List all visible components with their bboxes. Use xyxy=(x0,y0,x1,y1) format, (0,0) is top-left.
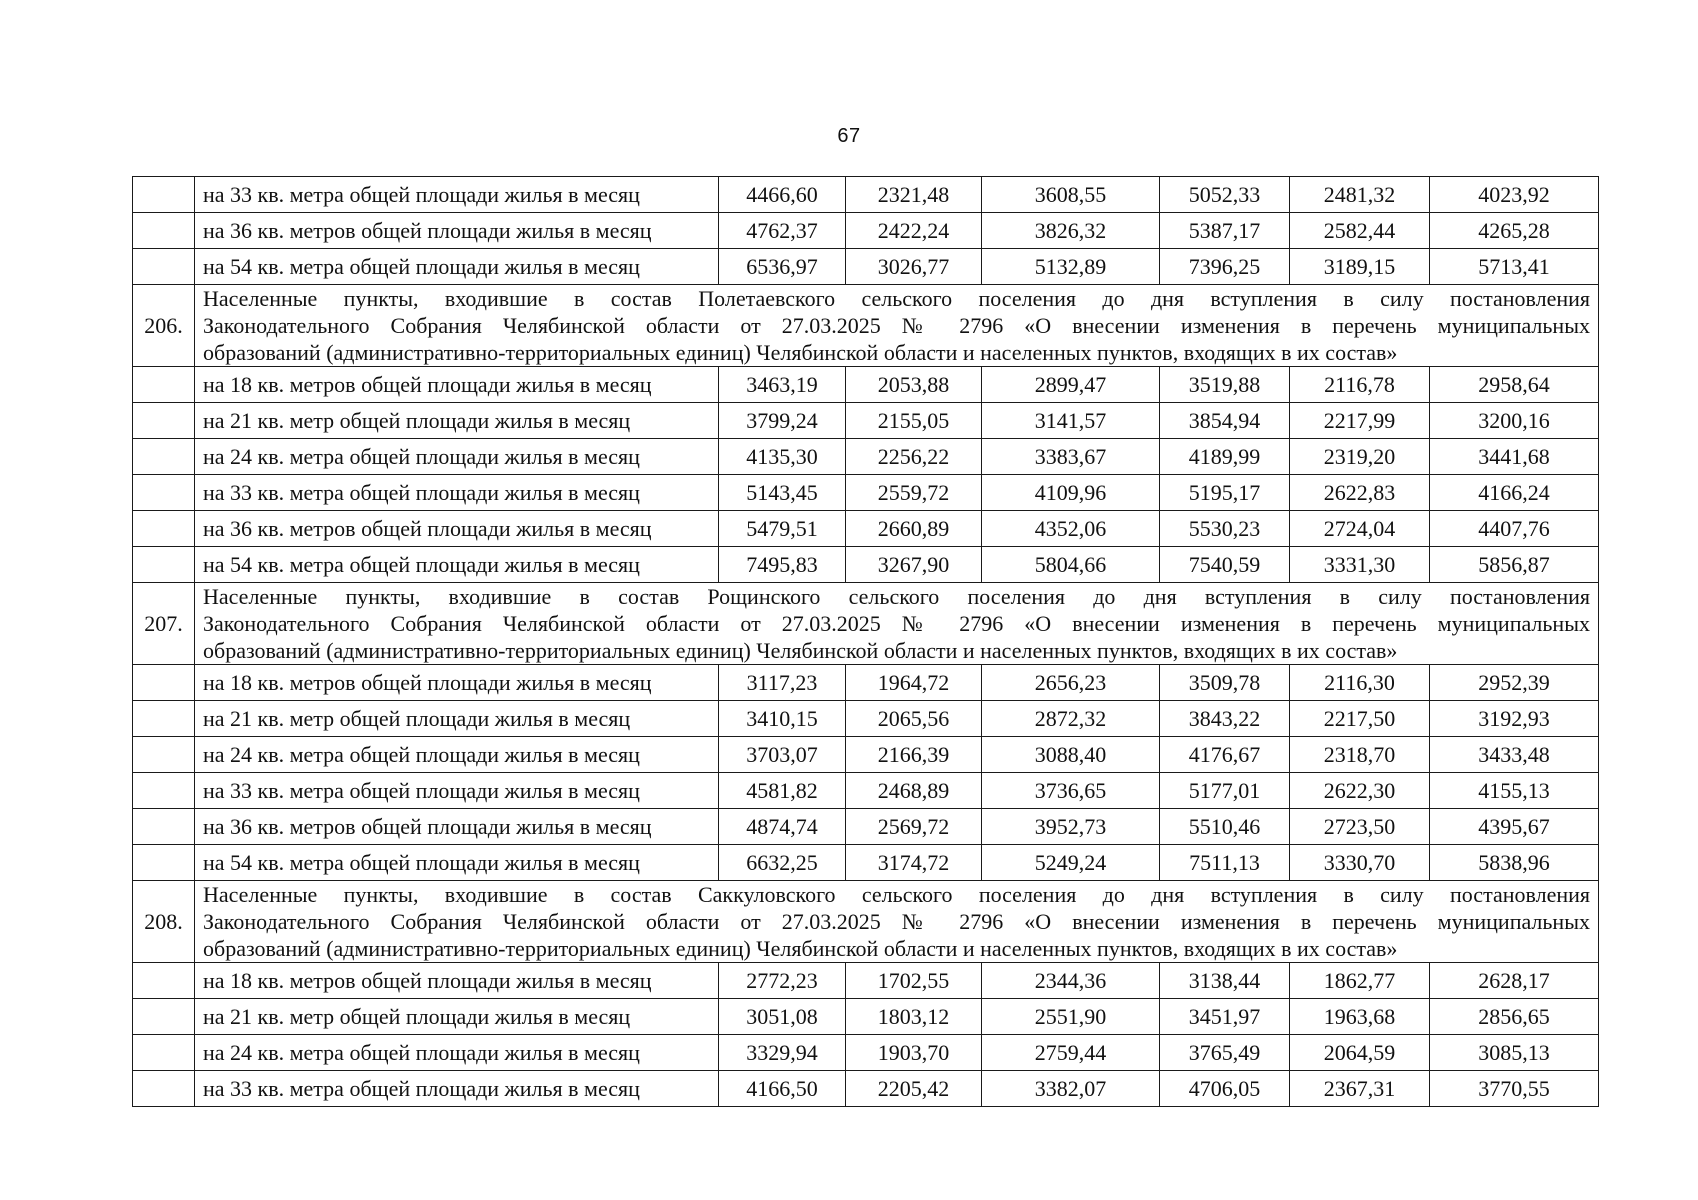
value-cell: 5177,01 xyxy=(1160,773,1290,809)
section-header-row xyxy=(133,285,1599,367)
row-label: на 36 кв. метров общей площади жилья в месяц xyxy=(195,809,719,845)
value-cell: 3192,93 xyxy=(1430,701,1599,737)
value-cell: 2656,23 xyxy=(982,665,1160,701)
row-label: на 24 кв. метра общей площади жилья в месяц xyxy=(195,1035,719,1071)
value-cell: 3174,72 xyxy=(846,845,982,881)
value-cell: 3383,67 xyxy=(982,439,1160,475)
value-cell: 1862,77 xyxy=(1290,963,1430,999)
value-cell: 3088,40 xyxy=(982,737,1160,773)
row-index-cell xyxy=(133,475,195,511)
value-cell: 3703,07 xyxy=(719,737,846,773)
tariff-table xyxy=(132,176,1599,1107)
value-cell: 2422,24 xyxy=(846,213,982,249)
value-cell: 4166,24 xyxy=(1430,475,1599,511)
value-cell: 2053,88 xyxy=(846,367,982,403)
value-cell: 7396,25 xyxy=(1160,249,1290,285)
row-label: на 18 кв. метров общей площади жилья в месяц xyxy=(195,665,719,701)
value-cell: 3736,65 xyxy=(982,773,1160,809)
row-index-cell xyxy=(133,213,195,249)
value-cell: 3117,23 xyxy=(719,665,846,701)
row-label: на 33 кв. метра общей площади жилья в месяц xyxy=(195,773,719,809)
value-cell: 5856,87 xyxy=(1430,547,1599,583)
value-cell: 4166,50 xyxy=(719,1071,846,1107)
table-row xyxy=(133,809,1599,845)
value-cell: 3085,13 xyxy=(1430,1035,1599,1071)
value-cell: 4874,74 xyxy=(719,809,846,845)
section-description-line: Законодательного Собрания Челябинской области от 27.03.2025 № 2796 «О внесении изменения в перечень муниципальных xyxy=(203,611,1590,636)
value-cell: 4265,28 xyxy=(1430,213,1599,249)
value-cell: 2628,17 xyxy=(1430,963,1599,999)
row-label: на 54 кв. метра общей площади жилья в месяц xyxy=(195,845,719,881)
table-row xyxy=(133,1035,1599,1071)
section-header-row xyxy=(133,583,1599,665)
row-index-cell xyxy=(133,1035,195,1071)
section-number: 206. xyxy=(133,285,195,367)
value-cell: 5132,89 xyxy=(982,249,1160,285)
value-cell: 3331,30 xyxy=(1290,547,1430,583)
table-row xyxy=(133,547,1599,583)
value-cell: 1964,72 xyxy=(846,665,982,701)
row-index-cell xyxy=(133,701,195,737)
value-cell: 5249,24 xyxy=(982,845,1160,881)
value-cell: 4155,13 xyxy=(1430,773,1599,809)
section-description xyxy=(195,881,1599,963)
value-cell: 2367,31 xyxy=(1290,1071,1430,1107)
value-cell: 2952,39 xyxy=(1430,665,1599,701)
value-cell: 3026,77 xyxy=(846,249,982,285)
row-index-cell xyxy=(133,367,195,403)
row-index-cell xyxy=(133,1071,195,1107)
value-cell: 2065,56 xyxy=(846,701,982,737)
value-cell: 2772,23 xyxy=(719,963,846,999)
value-cell: 1702,55 xyxy=(846,963,982,999)
value-cell: 7511,13 xyxy=(1160,845,1290,881)
value-cell: 3608,55 xyxy=(982,177,1160,213)
value-cell: 3952,73 xyxy=(982,809,1160,845)
value-cell: 2872,32 xyxy=(982,701,1160,737)
row-label: на 18 кв. метров общей площади жилья в месяц xyxy=(195,963,719,999)
value-cell: 2759,44 xyxy=(982,1035,1160,1071)
table-row xyxy=(133,963,1599,999)
row-index-cell xyxy=(133,773,195,809)
row-label: на 33 кв. метра общей площади жилья в месяц xyxy=(195,177,719,213)
value-cell: 3410,15 xyxy=(719,701,846,737)
value-cell: 3051,08 xyxy=(719,999,846,1035)
value-cell: 3854,94 xyxy=(1160,403,1290,439)
value-cell: 3770,55 xyxy=(1430,1071,1599,1107)
value-cell: 2344,36 xyxy=(982,963,1160,999)
section-description-line: Населенные пункты, входившие в состав Рощинского сельского поселения до дня вступления в силу постановления xyxy=(203,584,1590,609)
value-cell: 2660,89 xyxy=(846,511,982,547)
value-cell: 3267,90 xyxy=(846,547,982,583)
section-description-line: образований (административно-территориальных единиц) Челябинской области и населенных пунктов, входящих в их состав» xyxy=(203,340,1398,365)
section-description-line: Законодательного Собрания Челябинской области от 27.03.2025 № 2796 «О внесении изменения в перечень муниципальных xyxy=(203,313,1590,338)
value-cell: 2582,44 xyxy=(1290,213,1430,249)
value-cell: 4581,82 xyxy=(719,773,846,809)
value-cell: 3433,48 xyxy=(1430,737,1599,773)
value-cell: 2958,64 xyxy=(1430,367,1599,403)
value-cell: 3451,97 xyxy=(1160,999,1290,1035)
row-index-cell xyxy=(133,845,195,881)
table-row xyxy=(133,475,1599,511)
row-label: на 21 кв. метр общей площади жилья в месяц xyxy=(195,403,719,439)
value-cell: 5387,17 xyxy=(1160,213,1290,249)
value-cell: 4706,05 xyxy=(1160,1071,1290,1107)
value-cell: 3509,78 xyxy=(1160,665,1290,701)
value-cell: 4176,67 xyxy=(1160,737,1290,773)
value-cell: 7540,59 xyxy=(1160,547,1290,583)
value-cell: 2166,39 xyxy=(846,737,982,773)
value-cell: 2468,89 xyxy=(846,773,982,809)
value-cell: 1963,68 xyxy=(1290,999,1430,1035)
value-cell: 2116,78 xyxy=(1290,367,1430,403)
table-row xyxy=(133,439,1599,475)
table-row xyxy=(133,511,1599,547)
row-index-cell xyxy=(133,999,195,1035)
value-cell: 5838,96 xyxy=(1430,845,1599,881)
table-row xyxy=(133,773,1599,809)
row-label: на 21 кв. метр общей площади жилья в месяц xyxy=(195,701,719,737)
value-cell: 5510,46 xyxy=(1160,809,1290,845)
value-cell: 2856,65 xyxy=(1430,999,1599,1035)
value-cell: 1803,12 xyxy=(846,999,982,1035)
section-number: 208. xyxy=(133,881,195,963)
table-row xyxy=(133,367,1599,403)
value-cell: 2256,22 xyxy=(846,439,982,475)
row-label: на 36 кв. метров общей площади жилья в месяц xyxy=(195,213,719,249)
value-cell: 2319,20 xyxy=(1290,439,1430,475)
row-label: на 33 кв. метра общей площади жилья в месяц xyxy=(195,475,719,511)
value-cell: 2551,90 xyxy=(982,999,1160,1035)
row-index-cell xyxy=(133,963,195,999)
value-cell: 5143,45 xyxy=(719,475,846,511)
table-row xyxy=(133,701,1599,737)
value-cell: 2155,05 xyxy=(846,403,982,439)
page-number: 67 xyxy=(837,125,861,147)
value-cell: 4762,37 xyxy=(719,213,846,249)
table-row xyxy=(133,213,1599,249)
value-cell: 3329,94 xyxy=(719,1035,846,1071)
section-number: 207. xyxy=(133,583,195,665)
section-description xyxy=(195,583,1599,665)
value-cell: 4023,92 xyxy=(1430,177,1599,213)
row-index-cell xyxy=(133,809,195,845)
value-cell: 3200,16 xyxy=(1430,403,1599,439)
value-cell: 3189,15 xyxy=(1290,249,1430,285)
row-index-cell xyxy=(133,249,195,285)
table-row xyxy=(133,737,1599,773)
row-index-cell xyxy=(133,177,195,213)
row-label: на 54 кв. метра общей площади жилья в месяц xyxy=(195,547,719,583)
row-label: на 36 кв. метров общей площади жилья в месяц xyxy=(195,511,719,547)
row-label: на 18 кв. метров общей площади жилья в месяц xyxy=(195,367,719,403)
table-row xyxy=(133,403,1599,439)
value-cell: 2724,04 xyxy=(1290,511,1430,547)
value-cell: 1903,70 xyxy=(846,1035,982,1071)
table-body xyxy=(133,177,1599,1107)
table-row xyxy=(133,845,1599,881)
value-cell: 5052,33 xyxy=(1160,177,1290,213)
section-description-line: Населенные пункты, входившие в состав Саккуловского сельского поселения до дня вступления в силу постановления xyxy=(203,882,1590,907)
value-cell: 2205,42 xyxy=(846,1071,982,1107)
row-label: на 21 кв. метр общей площади жилья в месяц xyxy=(195,999,719,1035)
table-row xyxy=(133,249,1599,285)
value-cell: 4189,99 xyxy=(1160,439,1290,475)
row-label: на 24 кв. метра общей площади жилья в месяц xyxy=(195,737,719,773)
value-cell: 5479,51 xyxy=(719,511,846,547)
value-cell: 2321,48 xyxy=(846,177,982,213)
value-cell: 3843,22 xyxy=(1160,701,1290,737)
value-cell: 2217,50 xyxy=(1290,701,1430,737)
value-cell: 2064,59 xyxy=(1290,1035,1430,1071)
value-cell: 3382,07 xyxy=(982,1071,1160,1107)
row-index-cell xyxy=(133,403,195,439)
value-cell: 2622,83 xyxy=(1290,475,1430,511)
value-cell: 3765,49 xyxy=(1160,1035,1290,1071)
value-cell: 3330,70 xyxy=(1290,845,1430,881)
value-cell: 3519,88 xyxy=(1160,367,1290,403)
value-cell: 4109,96 xyxy=(982,475,1160,511)
value-cell: 2318,70 xyxy=(1290,737,1430,773)
table-row xyxy=(133,177,1599,213)
value-cell: 4407,76 xyxy=(1430,511,1599,547)
row-label: на 54 кв. метра общей площади жилья в месяц xyxy=(195,249,719,285)
row-label: на 24 кв. метра общей площади жилья в месяц xyxy=(195,439,719,475)
value-cell: 4352,06 xyxy=(982,511,1160,547)
section-description-line: Населенные пункты, входившие в состав Полетаевского сельского поселения до дня вступления в силу постановления xyxy=(203,286,1590,311)
row-index-cell xyxy=(133,665,195,701)
row-index-cell xyxy=(133,547,195,583)
value-cell: 2569,72 xyxy=(846,809,982,845)
value-cell: 3463,19 xyxy=(719,367,846,403)
value-cell: 3799,24 xyxy=(719,403,846,439)
value-cell: 3826,32 xyxy=(982,213,1160,249)
value-cell: 5530,23 xyxy=(1160,511,1290,547)
value-cell: 3141,57 xyxy=(982,403,1160,439)
value-cell: 2481,32 xyxy=(1290,177,1430,213)
value-cell: 3138,44 xyxy=(1160,963,1290,999)
row-index-cell xyxy=(133,511,195,547)
section-description-line: Законодательного Собрания Челябинской области от 27.03.2025 № 2796 «О внесении изменения в перечень муниципальных xyxy=(203,909,1590,934)
value-cell: 5713,41 xyxy=(1430,249,1599,285)
value-cell: 2723,50 xyxy=(1290,809,1430,845)
section-description xyxy=(195,285,1599,367)
row-index-cell xyxy=(133,439,195,475)
row-index-cell xyxy=(133,737,195,773)
value-cell: 3441,68 xyxy=(1430,439,1599,475)
table-row xyxy=(133,665,1599,701)
table-row xyxy=(133,1071,1599,1107)
value-cell: 2116,30 xyxy=(1290,665,1430,701)
row-label: на 33 кв. метра общей площади жилья в месяц xyxy=(195,1071,719,1107)
value-cell: 2899,47 xyxy=(982,367,1160,403)
value-cell: 2217,99 xyxy=(1290,403,1430,439)
value-cell: 4466,60 xyxy=(719,177,846,213)
section-description-line: образований (административно-территориальных единиц) Челябинской области и населенных пунктов, входящих в их состав» xyxy=(203,936,1398,961)
value-cell: 5804,66 xyxy=(982,547,1160,583)
value-cell: 5195,17 xyxy=(1160,475,1290,511)
value-cell: 4135,30 xyxy=(719,439,846,475)
value-cell: 2622,30 xyxy=(1290,773,1430,809)
value-cell: 6632,25 xyxy=(719,845,846,881)
value-cell: 4395,67 xyxy=(1430,809,1599,845)
section-description-line: образований (административно-территориальных единиц) Челябинской области и населенных пунктов, входящих в их состав» xyxy=(203,638,1398,663)
value-cell: 7495,83 xyxy=(719,547,846,583)
table-row xyxy=(133,999,1599,1035)
value-cell: 6536,97 xyxy=(719,249,846,285)
section-header-row xyxy=(133,881,1599,963)
value-cell: 2559,72 xyxy=(846,475,982,511)
